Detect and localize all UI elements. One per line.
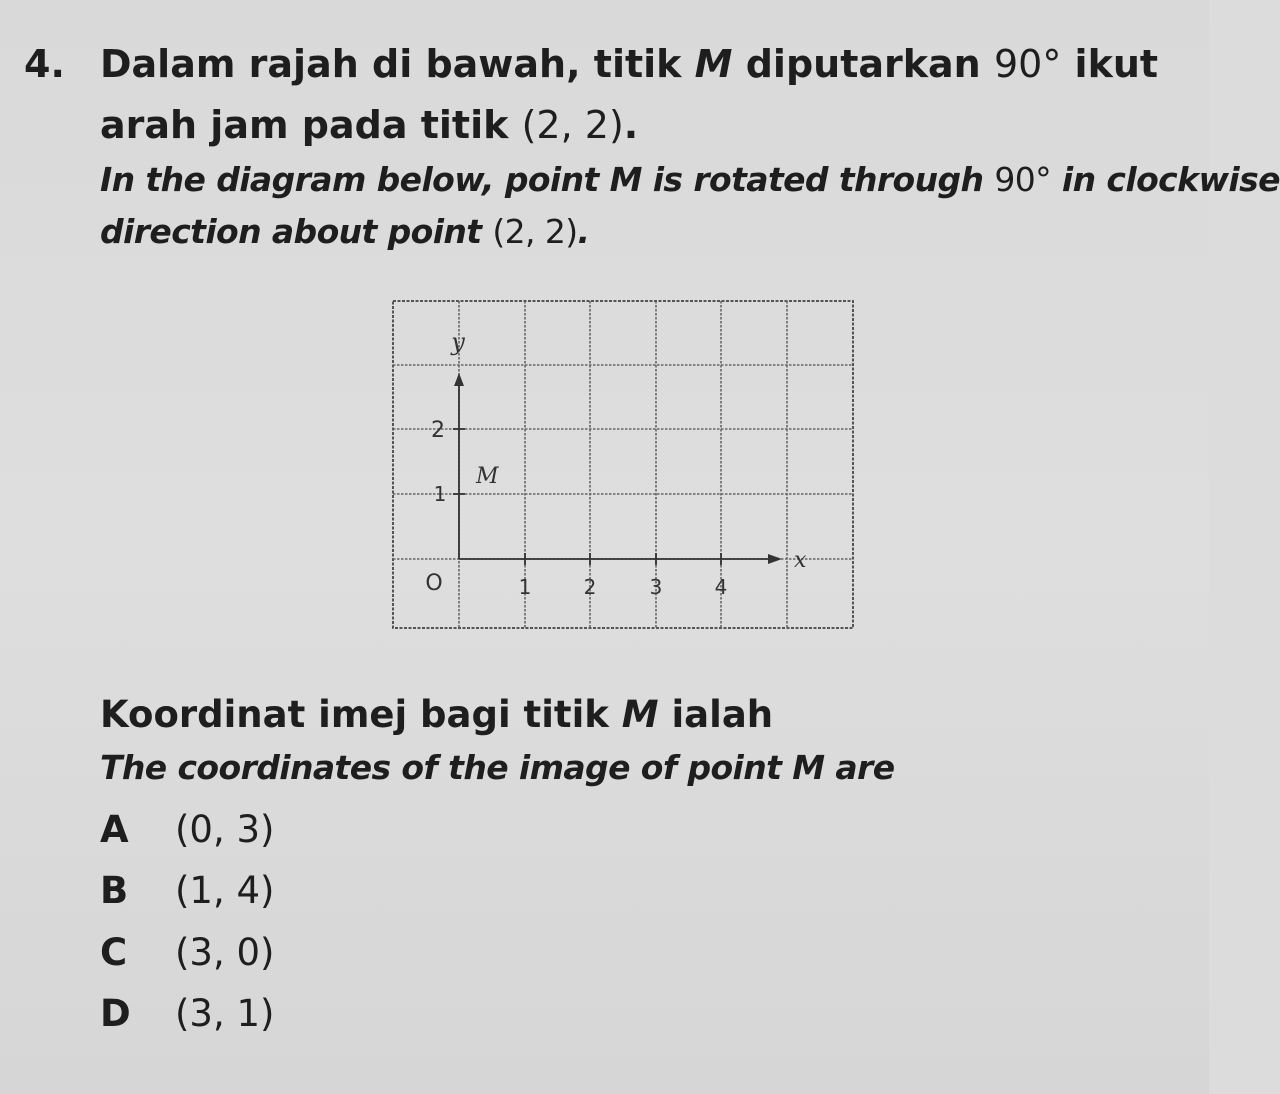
x-axis-label: x: [794, 548, 807, 573]
question-english-text: direction about point: [100, 212, 493, 251]
question-malay-line-1: [100, 42, 1158, 86]
point-m-reference: M: [621, 693, 659, 736]
question-english-text: In the diagram below, point M is rotated through: [100, 160, 995, 199]
x-tick-label: 4: [714, 575, 728, 599]
rotation-center-english: (2, 2): [492, 212, 578, 251]
point-m-reference: M: [694, 42, 733, 86]
answer-prompt-text: ialah: [658, 693, 774, 736]
question-malay-text: ikut: [1061, 42, 1159, 86]
option-c[interactable]: [100, 931, 274, 981]
rotation-angle-english: 90°: [994, 160, 1052, 199]
option-b[interactable]: [100, 869, 274, 919]
grid-vertical-lines: [459, 301, 787, 628]
question-english-text: .: [577, 212, 590, 251]
origin-label: O: [425, 571, 443, 596]
coordinate-grid: [390, 298, 860, 638]
option-value: (3, 1): [175, 992, 275, 1035]
question-english-line-2: [100, 212, 589, 251]
question-malay-text: .: [623, 103, 639, 147]
axis-ticks: [453, 429, 721, 565]
question-number: 4.: [24, 42, 65, 86]
x-tick-label: 1: [518, 575, 532, 599]
x-axis-arrowhead: [768, 554, 782, 564]
y-axis-label: y: [451, 328, 465, 356]
option-d[interactable]: [100, 992, 274, 1042]
question-malay-text: Dalam rajah di bawah, titik: [100, 42, 695, 86]
coordinate-diagram: [390, 298, 860, 642]
point-m-label: M: [476, 464, 499, 489]
x-axis: [459, 554, 782, 564]
rotation-center: (2, 2): [521, 103, 624, 147]
option-value: (3, 0): [175, 931, 275, 974]
option-value: (1, 4): [175, 869, 275, 912]
y-tick-label: 1: [433, 482, 447, 506]
grid-horizontal-lines: [393, 365, 853, 559]
question-malay-line-2: [100, 103, 638, 147]
question-english-line-1: [100, 160, 1280, 199]
answer-prompt-text: Koordinat imej bagi titik: [100, 693, 622, 736]
option-letter: B: [100, 869, 129, 912]
x-tick-label: 2: [583, 575, 597, 599]
option-letter: C: [100, 931, 128, 974]
option-letter: A: [100, 808, 129, 851]
question-english-text: in clockwise: [1051, 160, 1280, 199]
y-tick-label: 2: [431, 418, 445, 443]
question-malay-text: arah jam pada titik: [100, 103, 522, 147]
question-malay-text: diputarkan: [732, 42, 994, 86]
y-axis: [454, 373, 464, 559]
option-letter: D: [100, 992, 131, 1035]
x-tick-label: 3: [649, 575, 663, 599]
y-axis-arrowhead: [454, 373, 464, 386]
answer-prompt-malay: [100, 693, 773, 736]
answer-prompt-english: The coordinates of the image of point M are: [100, 748, 895, 787]
option-value: (0, 3): [175, 808, 275, 851]
rotation-angle: 90°: [993, 42, 1062, 86]
option-a[interactable]: [100, 808, 274, 858]
